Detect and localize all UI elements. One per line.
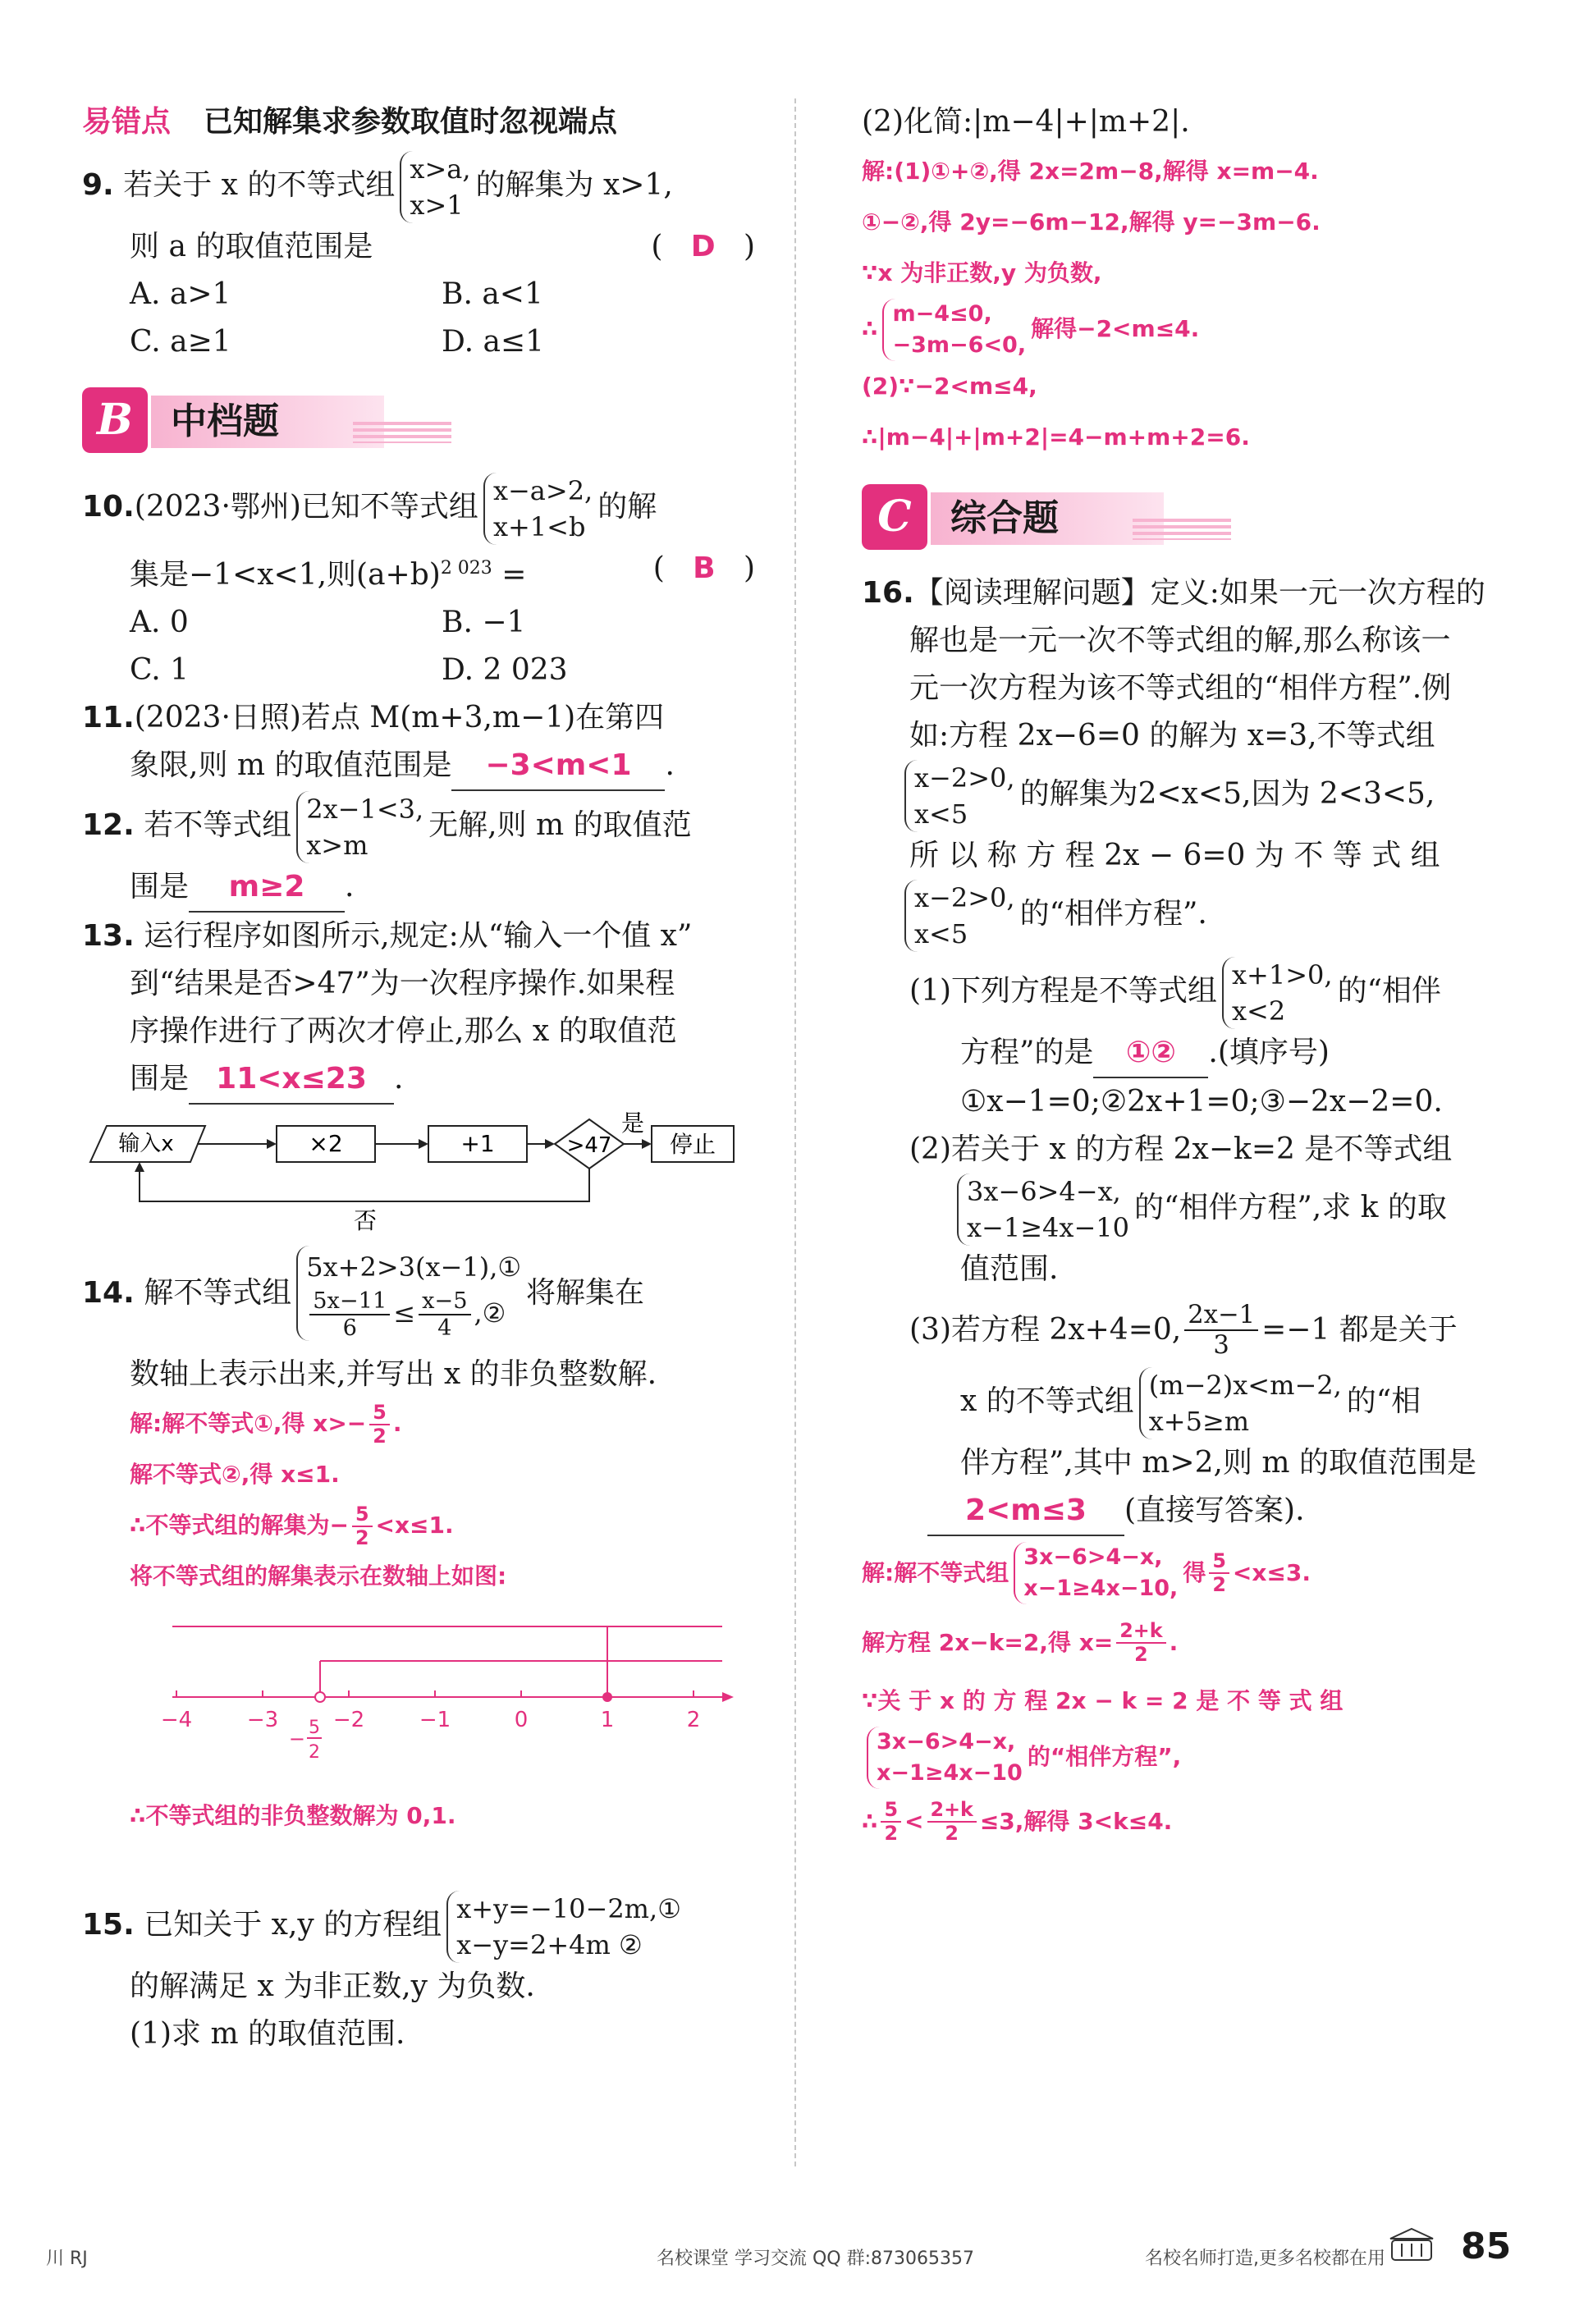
q16-p3-pre: x 的不等式组 [960,1384,1134,1418]
open-point [315,1692,325,1702]
q16-s4-ineq-2: x−1≥4x−10 [877,1760,1023,1786]
q9-choice-b: B. a<1 [442,277,543,311]
axis-frac-den: 2 [309,1742,320,1763]
q16-s5-d2: 2 [945,1822,959,1845]
q16-s5-d1: 2 [884,1822,899,1845]
q14-line2: 数轴上表示出来,并写出 x 的非负整数解. [130,1357,657,1391]
q15-line2: 的解满足 x 为非正数,y 为负数. [130,1969,535,2003]
q16-p1-pre: (1)下列方程是不等式组 [909,974,1217,1008]
q15-sol4-post: 解得−2<m≤4. [1031,315,1200,342]
q16-p1-answer: ①② [1093,1029,1208,1078]
q16-p3-system [1139,1367,1342,1439]
q16-ex-post: 的解集为2<x<5,因为 2<3<5, [1019,777,1435,811]
section-c-letter: C [862,484,927,550]
q11-end: . [665,748,675,782]
q12-end: . [345,870,355,904]
q12-line2: 围是 [130,870,190,904]
q14-number-line [82,1602,755,1791]
q15-part2: (2)化简:|m−4|+|m+2|. [862,105,1190,139]
q15-sol6: ∴|m−4|+|m+2|=4−m+m+2=6. [862,423,1250,451]
q14-pre: 解不等式组 [144,1276,292,1310]
q16-line1: 【阅读理解问题】定义:如果一元一次方程的 [913,576,1485,610]
axis-tick-label: 0 [514,1708,529,1732]
axis-tick-label: 1 [600,1708,615,1732]
axis-frac-num: 5 [309,1718,320,1738]
q14-tail: ,② [474,1297,506,1329]
q12-system [296,791,423,863]
q15-eq-1: x+y=−10−2m,① [456,1893,681,1924]
q16-s1-ineq-2: x−1≥4x−10, [1023,1576,1179,1601]
q16-ex-ineq-2: x<5 [914,798,968,830]
q15-sol4-system [882,299,1026,361]
q16-s1-ineq-1: 3x−6>4−x, [1023,1544,1163,1570]
q10-system [483,473,593,545]
axis-tick-label: −2 [332,1708,365,1732]
q9-ineq-2: x>1 [410,190,464,221]
q11-line2: 象限,则 m 的取值范围是 [130,748,452,782]
q16-s5-pre: ∴ [862,1808,878,1835]
q16-ex2-post: 的“相伴方程”. [1019,897,1207,931]
q14-frac-den-r: 4 [437,1315,452,1341]
q13-line4: 围是 [130,1062,190,1096]
q16-p3-line1a: (3)若方程 2x+4=0, [909,1313,1182,1347]
q15-pre: 已知关于 x,y 的方程组 [144,1908,442,1942]
q16-p3-end: (直接写答案). [1124,1494,1305,1527]
flow-add-label: +1 [460,1130,495,1157]
q15-sol3: ∵x 为非正数,y 为负数, [862,259,1102,286]
q14-frac-num-l: 5x−11 [309,1288,390,1315]
q16-p3-frac-den: 3 [1213,1331,1229,1360]
q16-s3: ∵关 于 x 的 方 程 2x − k = 2 是 不 等 式 组 [862,1687,1344,1714]
q10-tail: = [492,558,527,592]
left-column [82,98,755,2058]
q14-post: 将解集在 [526,1276,645,1310]
section-c-title: 综合题 [931,492,1164,545]
q10-number: 10. [82,490,135,524]
closed-point [602,1692,612,1702]
q14-sol4: 将不等式组的解集表示在数轴上如图: [130,1562,507,1590]
axis-tick-label: −3 [246,1708,279,1732]
q16-s1-end: <x≤3. [1232,1559,1311,1586]
q16-s4-system [867,1727,1023,1789]
q16-s1-den: 2 [1212,1573,1226,1596]
q16-s4-post: 的“相伴方程”, [1027,1743,1182,1770]
q16-p1-ineq-1: x+1>0, [1232,959,1333,990]
q12-post: 无解,则 m 的取值范 [428,808,692,842]
q16-s2-num: 2+k [1116,1620,1165,1644]
q16-s2-end: . [1169,1629,1179,1656]
q13-answer: 11<x≤23 [189,1055,394,1105]
q11-answer: −3<m<1 [451,742,665,791]
q9-pre: 若关于 x 的不等式组 [123,168,396,202]
q14-frac-den-l: 6 [342,1315,357,1341]
question-9: 9. 若关于 x 的不等式组 x>a, x>1 的解集为 x>1, 则 a 的取值范围是 ( D ) A. a>1 B. a<1 C. a≥1 D. a≤1 [82,151,755,366]
q15-sol4 [862,299,1502,361]
q15-sol2: ①−②,得 2y=−6m−12,解得 y=−3m−6. [862,208,1321,236]
q16-p1-end: .(填序号) [1208,1036,1330,1069]
q15-sol4-ineq-1: m−4≤0, [892,301,992,327]
q16-s5-mid: < [904,1808,924,1835]
q11-number: 11. [82,701,135,734]
q16-p3-frac-num: 2x−1 [1184,1301,1258,1331]
flow-mul-label: ×2 [309,1130,343,1157]
q16-p3-ineq-2: x+5≥m [1148,1406,1250,1437]
q16-example-system [904,760,1015,832]
q16-example2-system [904,880,1015,952]
q10-pre: (2023·鄂州)已知不等式组 [134,490,478,524]
q12-ineq-2: x>m [306,830,368,861]
q16-p2-ineq-1: 3x−6>4−x, [967,1176,1121,1207]
q16-p1-ineq-2: x<2 [1232,995,1286,1027]
q14-sol3-end: <x≤1. [375,1512,454,1539]
right-column [862,98,1502,1855]
section-c-banner [862,484,1502,553]
q12-pre: 若不等式组 [144,808,292,842]
q14-sol1-text: 解:解不等式①,得 x>− [130,1410,367,1437]
axis-tick-label: −1 [419,1708,451,1732]
axis-frac-sign: − [288,1727,305,1750]
q9-number: 9. [82,168,114,202]
q13-end: . [394,1062,404,1096]
q16-p2-ineq-2: x−1≥4x−10 [967,1212,1129,1243]
q12-ineq-1: 2x−1<3, [306,794,424,825]
q9-post: 的解集为 x>1, [475,168,673,202]
q10-choice-b: B. −1 [442,606,526,639]
q16-p2-system [957,1173,1129,1246]
q16-p1-system [1222,957,1333,1029]
q16-p3-line1b: =−1 都是关于 [1261,1313,1458,1347]
question-12 [82,791,755,913]
q16-p2-line3: 值范围. [960,1252,1059,1286]
q9-system [400,151,470,223]
q16-p3-ineq-1: (m−2)x<m−2, [1148,1370,1342,1401]
q16-p2-line1: (2)若关于 x 的方程 2x−k=2 是不等式组 [909,1132,1453,1166]
flow-no-label: 否 [353,1207,378,1233]
section-b-letter: B [82,387,148,453]
q15-sol4-ineq-2: −3m−6<0, [892,332,1027,358]
q16-s2-den: 2 [1134,1643,1148,1666]
q13-line3: 序操作进行了两次才停止,那么 x 的取值范 [130,1014,677,1048]
q14-ineq-1: 5x+2>3(x−1),① [306,1251,522,1283]
error-tag-label: 易错点 [82,105,172,139]
q16-p1-options: ①x−1=0;②2x+1=0;③−2x−2=0. [960,1085,1443,1119]
q16-s5-n2: 2+k [927,1799,977,1823]
q10-post: 的解 [597,490,657,524]
footer-right: 名校名师打造,更多名校都在用 [1145,2249,1385,2269]
q16-s1-system [1014,1542,1178,1604]
q16-p3-post: 的“相 [1346,1384,1421,1418]
page-number: 85 [1461,2226,1512,2267]
question-10: 10.(2023·鄂州)已知不等式组 x−a>2, x+1<b 的解 集是−1<x<1,则$(a+b)^{2 023}$ = ( B ) A. 0 B. −1 C. 1 D. 2 023 [82,473,755,694]
q16-p3-answer: 2<m≤3 [927,1487,1124,1536]
q10-ineq-2: x+1<b [492,511,586,542]
q10-ineq-1: x−a>2, [492,475,593,506]
error-tag [82,98,755,146]
q15-system [446,1891,681,1963]
question-13 [82,913,755,1233]
q14-sol2: 解不等式②,得 x≤1. [130,1461,340,1488]
q14-sol5: ∴不等式组的非负整数解为 0,1. [130,1802,456,1829]
q15-sol1: 解:(1)①+②,得 2x=2m−8,解得 x=m−4. [862,158,1319,185]
q16-s2-pre: 解方程 2x−k=2,得 x= [862,1629,1114,1656]
q13-number: 13. [82,919,135,953]
column-divider [794,98,796,2166]
q14-sol3 [82,1500,755,1551]
q14-op: ≤ [393,1297,416,1329]
q16-p1-line2: 方程”的是 [960,1036,1094,1069]
axis-tick-label: 2 [686,1708,701,1732]
q16-s4-ineq-1: 3x−6>4−x, [877,1729,1016,1754]
q16-p2-post: 的“相伴方程”,求 k 的取 [1133,1191,1447,1224]
q16-line3: 元一次方程为该不等式组的“相伴方程”.例 [909,671,1452,705]
q16-line2: 解也是一元一次不等式组的解,那么称该一 [909,624,1451,657]
q9-choice-c: C. a≥1 [130,325,231,359]
footer-center: 名校课堂 学习交流 QQ 群:873065357 [657,2249,974,2269]
q16-ex-ineq-1: x−2>0, [914,762,1015,794]
question-15 [82,1891,755,2058]
q14-sol3-text: ∴不等式组的解集为− [130,1512,349,1539]
q15-sol4-pre: ∴ [862,315,878,342]
section-b-title: 中档题 [151,396,384,448]
q9-answer: D [690,230,716,263]
q16-s5-n1: 5 [881,1799,901,1823]
q13-flowchart [82,1109,739,1233]
q14-frac-num-r: x−5 [419,1288,470,1315]
q10-choice-d: D. 2 023 [442,653,568,687]
q16-s1-num: 5 [1209,1550,1229,1574]
flow-input-label: 输入x [118,1132,174,1156]
question-11 [82,694,755,791]
q10-answer: B [693,551,716,585]
error-tag-text: 已知解集求参数取值时忽视端点 [204,105,618,139]
q16-s1-mid: 得 [1183,1559,1206,1586]
q16-s5-end: ≤3,解得 3<k≤4. [979,1808,1173,1835]
q9-ineq-1: x>a, [410,153,471,185]
q16-line4: 如:方程 2x−6=0 的解为 x=3,不等式组 [909,719,1435,753]
banner-stripes [1133,519,1231,540]
question-16 [862,570,1502,1855]
flow-stop-label: 停止 [669,1131,716,1158]
q14-sol1-den: 2 [373,1425,387,1448]
q16-line6: 所 以 称 方 程 2x − 6=0 为 不 等 式 组 [909,839,1440,872]
q16-p1-post: 的“相伴 [1337,974,1441,1008]
q14-sol1-end: . [392,1410,402,1437]
q16-ex2-ineq-1: x−2>0, [914,882,1015,913]
q12-number: 12. [82,808,135,842]
flow-loop-line [140,1164,589,1201]
q14-sol1 [82,1398,755,1449]
q9-choice-a: A. a>1 [130,277,231,311]
footer-left: 川 RJ [46,2249,88,2269]
q15-part1: (1)求 m 的取值范围. [130,2017,405,2051]
q11-line1: (2023·日照)若点 M(m+3,m−1)在第四 [134,701,665,734]
q16-p3-line3: 伴方程”,其中 m>2,则 m 的取值范围是 [960,1446,1476,1480]
q10-exponent: 2 023 [440,558,492,579]
q14-sol1-num: 5 [369,1402,390,1425]
q15-number: 15. [82,1908,135,1942]
q14-sol3-den: 2 [355,1526,369,1549]
flow-yes-label: 是 [620,1109,645,1137]
q16-number: 16. [862,576,914,610]
q16-s1-pre: 解:解不等式组 [862,1559,1009,1586]
q16-ex2-ineq-2: x<5 [914,918,968,949]
q15-eq-2: x−y=2+4m ② [456,1929,643,1960]
publisher-logo-icon [1387,2226,1436,2267]
q10-choice-a: A. 0 [130,606,189,639]
q9-line2: 则 a 的取值范围是 [130,230,373,263]
q13-line1: 运行程序如图所示,规定:从“输入一个值 x” [144,919,693,953]
axis-arrow [722,1692,734,1702]
q10-choice-c: C. 1 [130,653,190,687]
banner-stripes [353,422,451,443]
section-b-banner [82,387,755,456]
q15-sol5: (2)∵−2<m≤4, [862,373,1037,400]
q14-number: 14. [82,1276,135,1310]
q14-system [296,1246,521,1342]
question-14 [82,1244,755,1841]
q12-answer: m≥2 [189,863,345,913]
q14-ineq-2 [306,1288,521,1342]
q10-line2: 集是−1<x<1,则(a+b) [130,558,441,592]
q13-line2: 到“结果是否>47”为一次程序操作.如果程 [130,967,675,1000]
flow-condition-label: >47 [566,1133,612,1158]
q9-choice-d: D. a≤1 [442,325,544,359]
q14-sol3-num: 5 [352,1503,373,1527]
axis-tick-label: −4 [160,1708,193,1732]
